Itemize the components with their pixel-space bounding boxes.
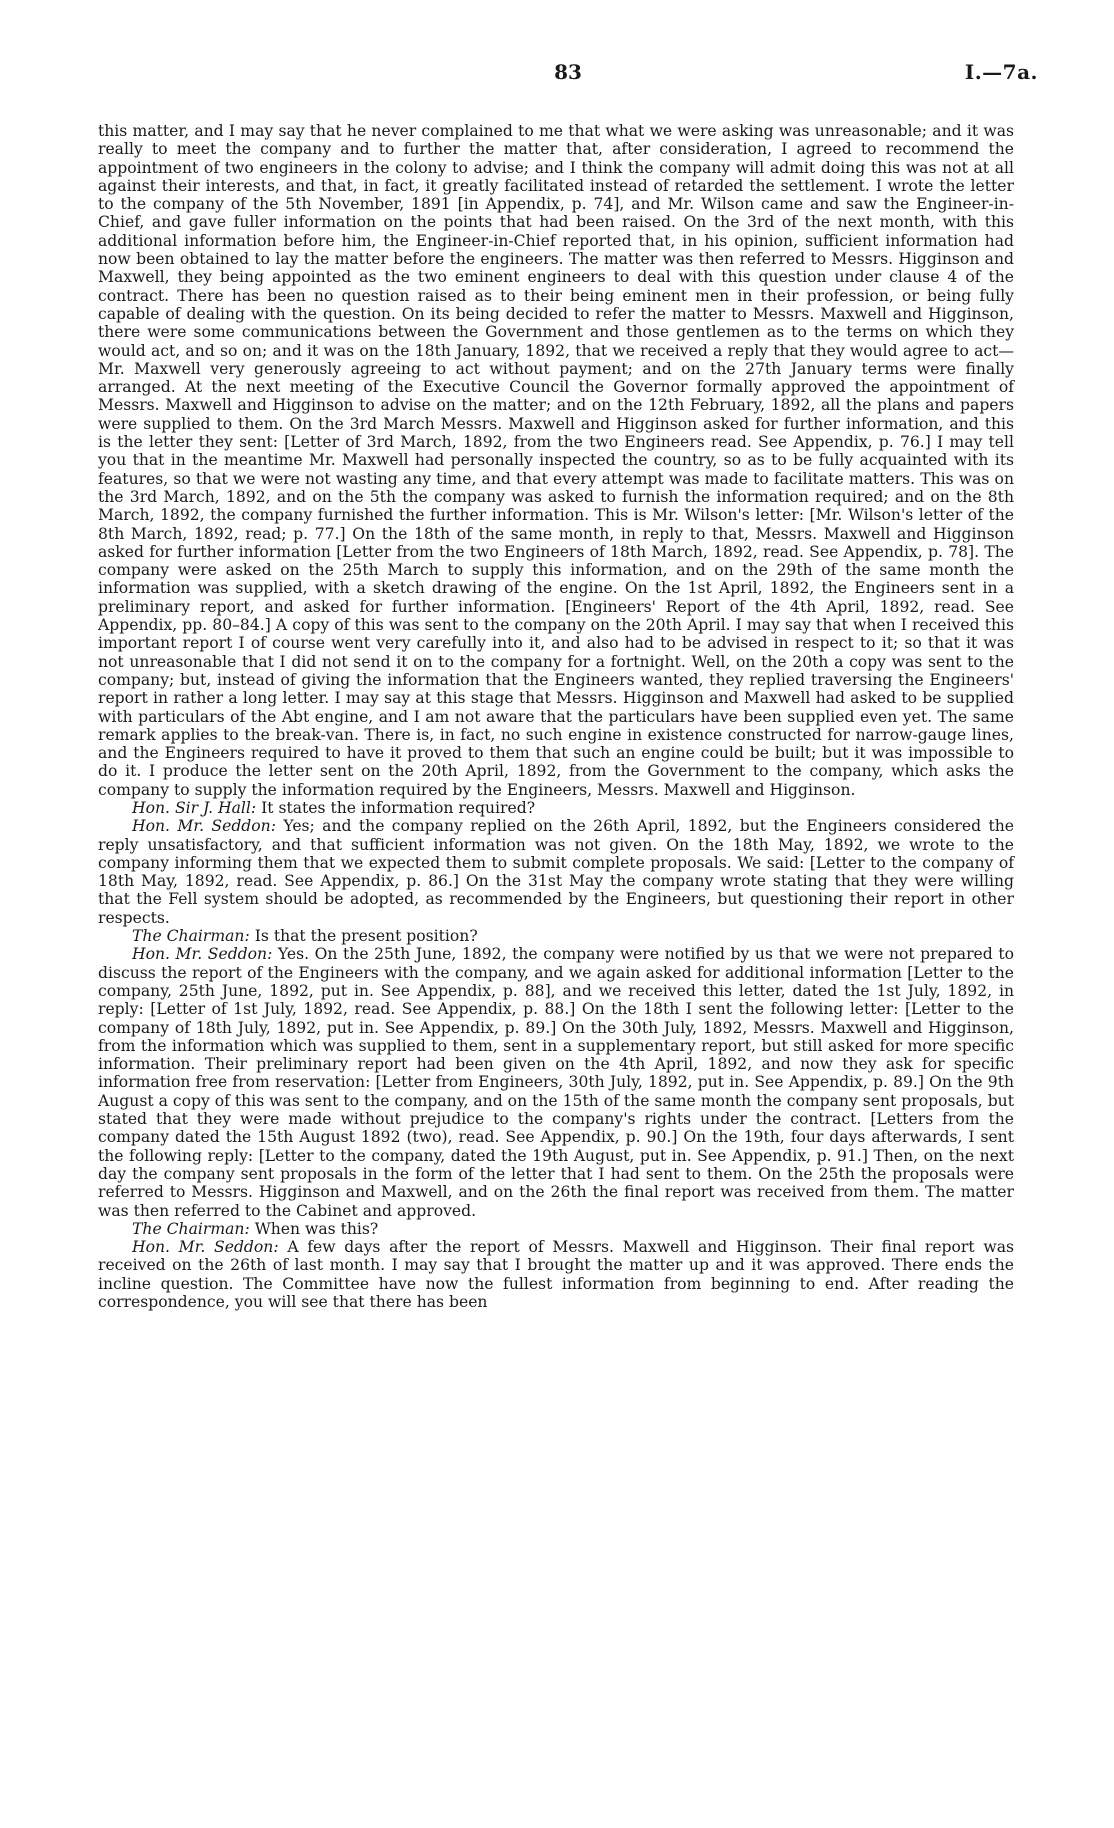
- speaker-name: Hon. Mr. Seddon:: [132, 1238, 279, 1257]
- speech-text: When was this?: [254, 1219, 379, 1238]
- speaker-name: Hon. Mr. Seddon:: [132, 817, 276, 836]
- paragraph-continuation: [98, 122, 1014, 799]
- body-text: [98, 122, 1014, 1311]
- speech-text: Yes; and the company replied on the 26th April, 1892, but the Engineers considered the reply unsatisfactory, and that sufficient information was not given. On the 18th May, 1892, we wrote to the company informing them that we expected them to submit complete proposals. We said: [Letter to the company of 18th May, 1892, read. See Appendix, p. 86.] On the 31st May the company wrote stating that they were willing that the Fell system should be adopted, as recommended by the Engineers, but questioning their report in other respects.: [98, 817, 1015, 927]
- speaker-name: The Chairman:: [132, 927, 250, 946]
- speech-paragraph: [98, 945, 1014, 1219]
- speech-paragraph: [98, 927, 1014, 945]
- speech-text: Is that the present position?: [254, 927, 478, 946]
- speaker-name: The Chairman:: [132, 1219, 250, 1238]
- speaker-name: Hon. Sir J. Hall:: [132, 798, 257, 817]
- document-reference: I.—7a.: [964, 60, 1038, 84]
- page-number: 83: [554, 60, 582, 84]
- speech-text: It states the information required?: [261, 798, 536, 817]
- paragraph-text: this matter, and I may say that he never complained to me that what we were asking was unreasonable; and it was really to meet the company and to further the matter that, after consideration, I agreed to recommend the appointment of two engineers in the colony to advise; and I think the company will admit doing this was not at all against their interests, and that, in fact, it greatly facilitated instead of retarded the settlement. I wrote the letter to the company of the 5th November, 1891 [in Appendix, p. 74], and Mr. Wilson came and saw the Engineer-in-Chief, and gave fuller information on the points that had been raised. On the 3rd of the next month, with this additional information before him, the Engineer-in-Chief reported that, in his opinion, sufficient information had now been obtained to lay the matter before the engineers. The matter was then referred to Messrs. Higginson and Maxwell, they being appointed as the two eminent engineers to deal with this question under clause 4 of the contract. There has been no question raised as to their being eminent men in their profession, or being fully capable of dealing with the question. On its being decided to refer the matter to Messrs. Maxwell and Higginson, there were some communications between the Government and those gentlemen as to the terms on which they would act, and so on; and it was on the 18th January, 1892, that we received a reply that they would agree to act—Mr. Maxwell very generously agreeing to act without payment; and on the 27th January terms were finally arranged. At the next meeting of the Executive Council the Governor formally approved the appointment of Messrs. Maxwell and Higginson to advise on the matter; and on the 12th February, 1892, all the plans and papers were supplied to them. On the 3rd March Messrs. Maxwell and Higginson asked for further information, and this is the letter they sent: [Letter of 3rd March, 1892, from the two Engineers read. See Appendix, p. 76.] I may tell you that in the meantime Mr. Maxwell had personally inspected the country, so as to be fully acquainted with its features, so that we were not wasting any time, and that every attempt was made to facilitate matters. This was on the 3rd March, 1892, and on the 5th the company was asked to furnish the information required; and on the 8th March, 1892, the company furnished the further information. This is Mr. Wilson's letter: [Mr. Wilson's letter of the 8th March, 1892, read; p. 77.] On the 18th of the same month, in reply to that, Messrs. Maxwell and Higginson asked for further information [Letter from the two Engineers of 18th March, 1892, read. See Appendix, p. 78]. The company were asked on the 25th March to supply this information, and on the 29th of the same month the information was supplied, with a sketch drawing of the engine. On the 1st April, 1892, the Engineers sent in a preliminary report, and asked for further information. [Engineers' Report of the 4th April, 1892, read. See Appendix, pp. 80–84.] A copy of this was sent to the company on the 20th April. I may say that when I received this important report I of course went very carefully into it, and also had to be advised in respect to it; so that it was not unreasonable that I did not send it on to the company for a fortnight. Well, on the 20th a copy was sent to the company; but, instead of giving the information that the Engineers wanted, they replied traversing the Engineers' report in rather a long letter. I may say at this stage that Messrs. Higginson and Maxwell had asked to be supplied with particulars of the Abt engine, and I am not aware that the particulars have been supplied even yet. The same remark applies to the break-van. There is, in fact, no such engine in existence constructed for narrow-gauge lines, and the Engineers required to have it proved to them that such an engine could be built; but it was impossible to do it. I produce the letter sent on the 20th April, 1892, from the Government to the company, which asks the company to supply the information required by the Engineers, Messrs. Maxwell and Higginson.: [98, 122, 1014, 799]
- speech-paragraph: [98, 799, 1014, 817]
- speaker-name: Hon. Mr. Seddon:: [132, 945, 273, 964]
- speech-text: Yes. On the 25th June, 1892, the company were notified by us that we were not prepared to discuss the report of the Engineers with the company, and we again asked for additional information [Letter to the company, 25th June, 1892, put in. See Appendix, p. 88], and we received this letter, dated the 1st July, 1892, in reply: [Letter of 1st July, 1892, read. See Appendix, p. 88.] On the 18th I sent the following letter: [Letter to the company of 18th July, 1892, put in. See Appendix, p. 89.] On the 30th July, 1892, Messrs. Maxwell and Higginson, from the information which was supplied to them, sent in a supplementary report, but still asked for more specific information. Their preliminary report had been given on the 4th April, 1892, and now they ask for specific information free from reservation: [Letter from Engineers, 30th July, 1892, put in. See Appendix, p. 89.] On the 9th August a copy of this was sent to the company, and on the 15th of the same month the company sent proposals, but stated that they were made without prejudice to the company's rights under the contract. [Letters from the company dated the 15th August 1892 (two), read. See Appendix, p. 90.] On the 19th, four days afterwards, I sent the following reply: [Letter to the company, dated the 19th August, put in. See Appendix, p. 91.] Then, on the next day the company sent proposals in the form of the letter that I had sent to them. On the 25th the proposals were referred to Messrs. Higginson and Maxwell, and on the 26th the final report was received from them. The matter was then referred to the Cabinet and approved.: [98, 945, 1014, 1220]
- speech-paragraph: [98, 817, 1014, 927]
- page-header: [98, 60, 1038, 90]
- speech-paragraph: [98, 1220, 1014, 1238]
- speech-paragraph: [98, 1238, 1014, 1311]
- speech-text: A few days after the report of Messrs. Maxwell and Higginson. Their final report was received on the 26th of last month. I may say that I brought the matter up and it was approved. There ends the incline question. The Committee have now the fullest information from beginning to end. After reading the correspondence, you will see that there has been: [98, 1238, 1014, 1311]
